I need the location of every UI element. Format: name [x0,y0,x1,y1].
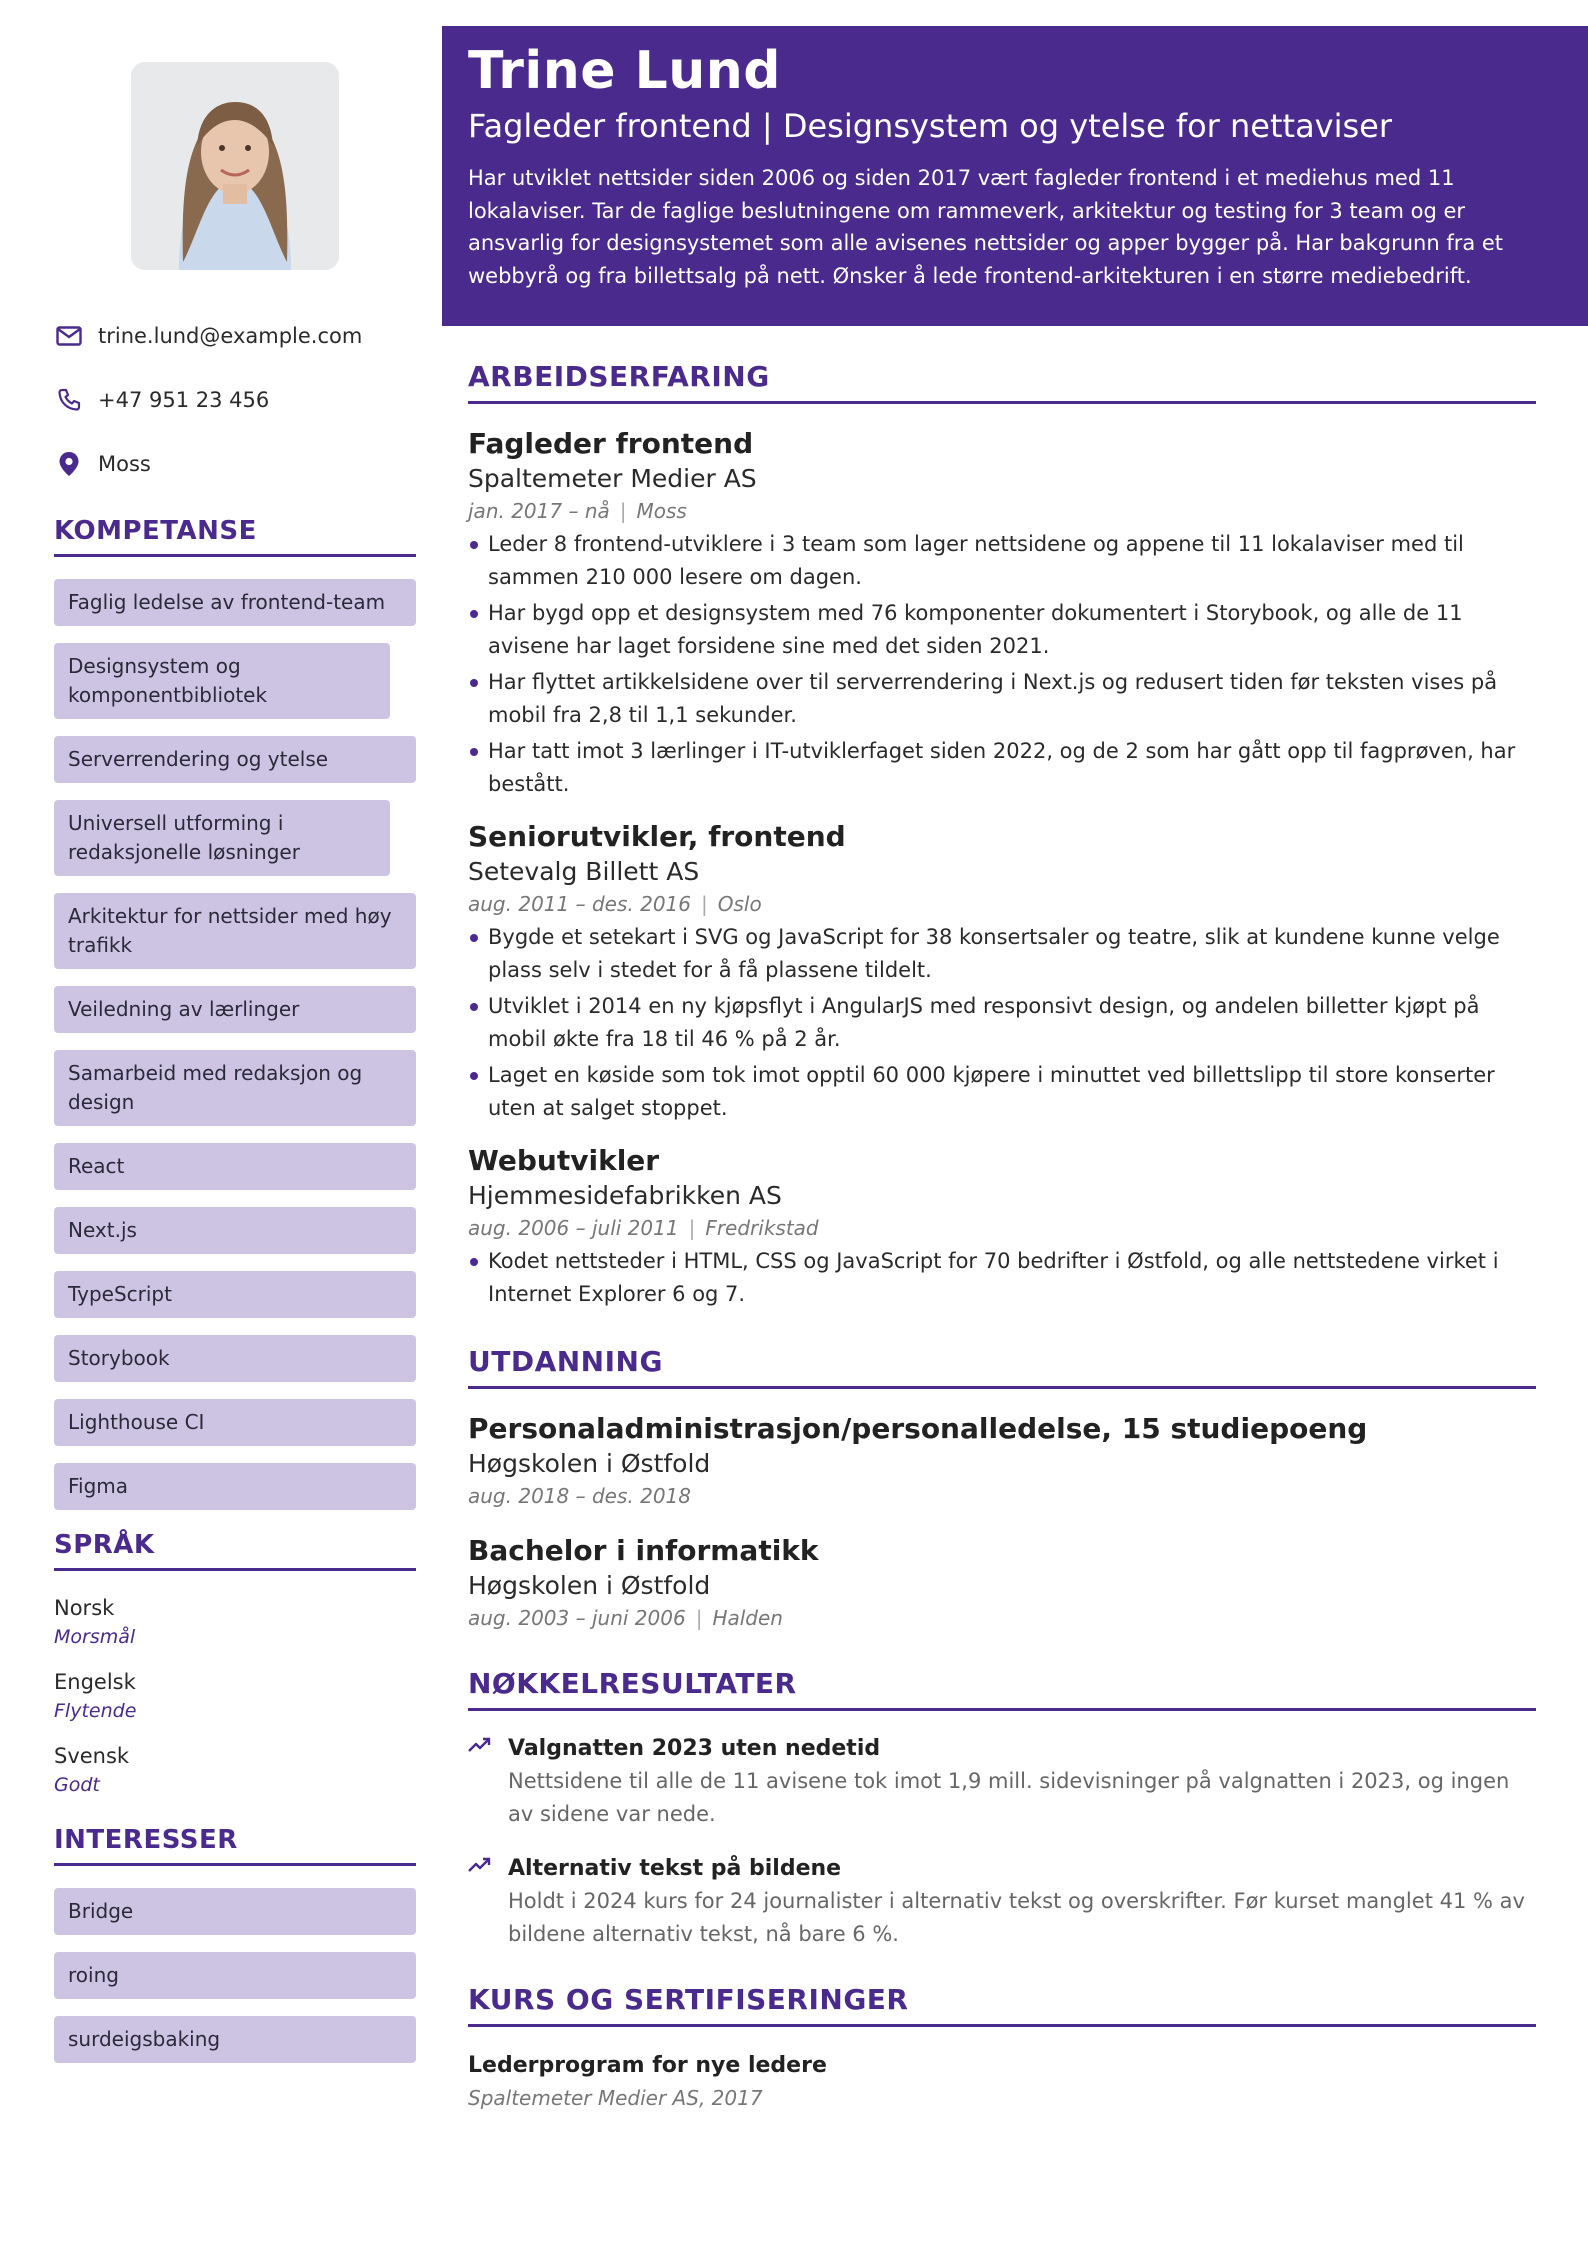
profile-photo [131,62,339,270]
course-entry [468,2049,1536,2113]
job-employer: Setevalg Billett AS [468,857,700,886]
job-entry [468,1143,1536,1311]
experience-section [468,360,1536,1311]
job-period: jan. 2017 – nå [468,499,610,523]
job-bullet: Kodet nettsteder i HTML, CSS og JavaScript for 70 bedrifter i Østfold, og alle nettstedene virket i Internet Explorer 6 og 7. [468,1245,1536,1311]
skill-chip: Veiledning av lærlinger [54,986,416,1033]
job-place: Oslo [717,892,762,916]
email-text: trine.lund@example.com [98,324,363,348]
result-title: Alternativ tekst på bildene [508,1856,842,1881]
results-heading: NØKKELRESULTATER [468,1667,1536,1711]
skill-chip: Designsystem og komponentbibliotek [54,643,390,719]
job-meta [468,496,1536,526]
skill-chip: Serverrendering og ytelse [54,736,416,783]
job-bullets [468,921,1536,1125]
job-place: Moss [636,499,687,523]
job-bullets [468,1245,1536,1311]
skill-chip: Storybook [54,1335,416,1382]
education-place: Halden [712,1606,783,1630]
contact-email[interactable] [54,304,416,368]
interest-chip: Bridge [54,1888,416,1935]
languages-heading: SPRÅK [54,1530,416,1571]
skill-chip: Samarbeid med redaksjon og design [54,1050,416,1126]
job-entry [468,426,1536,801]
education-degree: Personaladministrasjon/personalledelse, 15 studiepoeng [468,1412,1368,1445]
meta-separator: | [688,1216,696,1240]
skill-chip: Faglig ledelse av frontend-team [54,579,416,626]
courses-section [468,1983,1536,2113]
job-bullet: Har flyttet artikkelsidene over til serverrendering i Next.js og redusert tiden før teksten vises på mobil fra 2,8 til 1,1 sekunder. [468,666,1536,732]
person-name: Trine Lund [468,41,782,101]
profile-summary: Har utviklet nettsider siden 2006 og siden 2017 vært fagleder frontend i et mediehus med 11 lokalaviser. Tar de faglige beslutningene om rammeverk, arkitektur og testing for 3 team og er ansvarlig for designsystemet som alle avisenes nettsider og apper bygger på. Har bakgrunn fra et webbyrå og fra billettsalg på nett. Ønsker å lede frontend-arkitekturen i en større mediebedrift. [468,166,1504,288]
skill-chip: TypeScript [54,1271,416,1318]
job-employer: Spaltemeter Medier AS [468,464,757,493]
language-level: Flytende [54,1700,137,1722]
language-level: Godt [54,1774,100,1796]
education-degree: Bachelor i informatikk [468,1534,819,1567]
job-bullet: Bygde et setekart i SVG og JavaScript for 38 konsertsaler og teatre, slik at kundene kunne velge plass selv i stedet for å få plassene tildelt. [468,921,1536,987]
location-text: Moss [98,452,151,476]
result-title: Valgnatten 2023 uten nedetid [508,1736,881,1761]
education-meta [468,1481,1536,1511]
job-role: Webutvikler [468,1144,660,1177]
skill-chip: Universell utforming i redaksjonelle løsninger [54,800,390,876]
location-pin-icon [54,449,84,479]
education-meta [468,1603,1536,1633]
skill-chip: Next.js [54,1207,416,1254]
results-section [468,1667,1536,1951]
sidebar [54,62,416,2080]
education-school: Høgskolen i Østfold [468,1571,711,1600]
skill-chip: React [54,1143,416,1190]
course-meta: Spaltemeter Medier AS, 2017 [468,2086,763,2110]
result-entry [468,1733,1536,1831]
skills-section [54,516,416,1510]
meta-separator: | [695,1606,703,1630]
education-section [468,1345,1536,1633]
job-employer: Hjemmesidefabrikken AS [468,1181,782,1210]
interests-heading: INTERESSER [54,1825,416,1866]
course-title: Lederprogram for nye ledere [468,2053,827,2078]
meta-separator: | [701,892,708,916]
job-period: aug. 2006 – juli 2011 [468,1216,679,1240]
trending-up-icon [468,1733,508,1831]
job-bullet: Laget en køside som tok imot opptil 60 000 kjøpere i minuttet ved billettslipp til store konserter uten at salget stoppet. [468,1059,1536,1125]
job-bullet: Leder 8 frontend-utviklere i 3 team som lager nettsidene og appene til 11 lokalaviser med til sammen 210 000 lesere om dagen. [468,528,1536,594]
contact-phone[interactable] [54,368,416,432]
job-meta [468,1213,1536,1243]
contact-location [54,432,416,496]
education-period: aug. 2003 – juni 2006 [468,1606,686,1630]
education-entry [468,1533,1536,1633]
portrait-image [131,62,339,270]
language-item [54,1667,416,1725]
job-role: Fagleder frontend [468,427,754,460]
job-bullet: Har bygd opp et designsystem med 76 komponenter dokumentert i Storybook, og alle de 11 avisene har laget forsidene sine med det siden 2021. [468,597,1536,663]
job-meta [468,889,1536,919]
skills-heading: KOMPETANSE [54,516,416,557]
education-school: Høgskolen i Østfold [468,1449,711,1478]
skill-chip: Arkitektur for nettsider med høy trafikk [54,893,416,969]
language-name: Norsk [54,1596,115,1620]
phone-text: +47 951 23 456 [98,388,270,412]
job-role: Seniorutvikler, frontend [468,820,846,853]
skill-chip-list [54,579,416,1510]
job-bullet: Har tatt imot 3 lærlinger i IT-utviklerfaget siden 2022, og de 2 som har gått opp til fagprøven, har bestått. [468,735,1536,801]
job-entry [468,819,1536,1125]
interests-section [54,1825,416,2063]
education-heading: UTDANNING [468,1345,1536,1389]
education-period: aug. 2018 – des. 2018 [468,1484,691,1508]
language-item [54,1741,416,1799]
meta-separator: | [619,499,627,523]
skill-chip: Figma [54,1463,416,1510]
language-level: Morsmål [54,1626,136,1648]
person-title: Fagleder frontend | Designsystem og ytelse for nettaviser [468,107,1393,145]
result-entry [468,1853,1536,1951]
result-text: Nettsidene til alle de 11 avisene tok imot 1,9 mill. sidevisninger på valgnatten i 2023, og ingen av sidene var nede. [508,1769,1510,1826]
languages-section [54,1530,416,1799]
job-period: aug. 2011 – des. 2016 [468,892,691,916]
skill-chip: Lighthouse CI [54,1399,416,1446]
job-bullet: Utviklet i 2014 en ny kjøpsflyt i AngularJS med responsivt design, og andelen billetter kjøpt på mobil økte fra 18 til 46 % på 2 år. [468,990,1536,1056]
contact-list [54,304,416,496]
header-band [442,26,1588,326]
interest-chip: roing [54,1952,416,1999]
courses-heading: KURS OG SERTIFISERINGER [468,1983,1536,2027]
main-column [468,360,1536,2113]
job-bullets [468,528,1536,801]
trending-up-icon [468,1853,508,1951]
language-name: Svensk [54,1744,130,1768]
experience-heading: ARBEIDSERFARING [468,360,1536,404]
job-place: Fredrikstad [705,1216,819,1240]
phone-icon [54,385,84,415]
interest-chip: surdeigsbaking [54,2016,416,2063]
language-name: Engelsk [54,1670,136,1694]
education-entry [468,1411,1536,1511]
result-text: Holdt i 2024 kurs for 24 journalister i alternativ tekst og overskrifter. Før kurset manglet 41 % av bildene alternativ tekst, nå bare 6 %. [508,1889,1525,1946]
mail-icon [54,321,84,351]
language-item [54,1593,416,1651]
